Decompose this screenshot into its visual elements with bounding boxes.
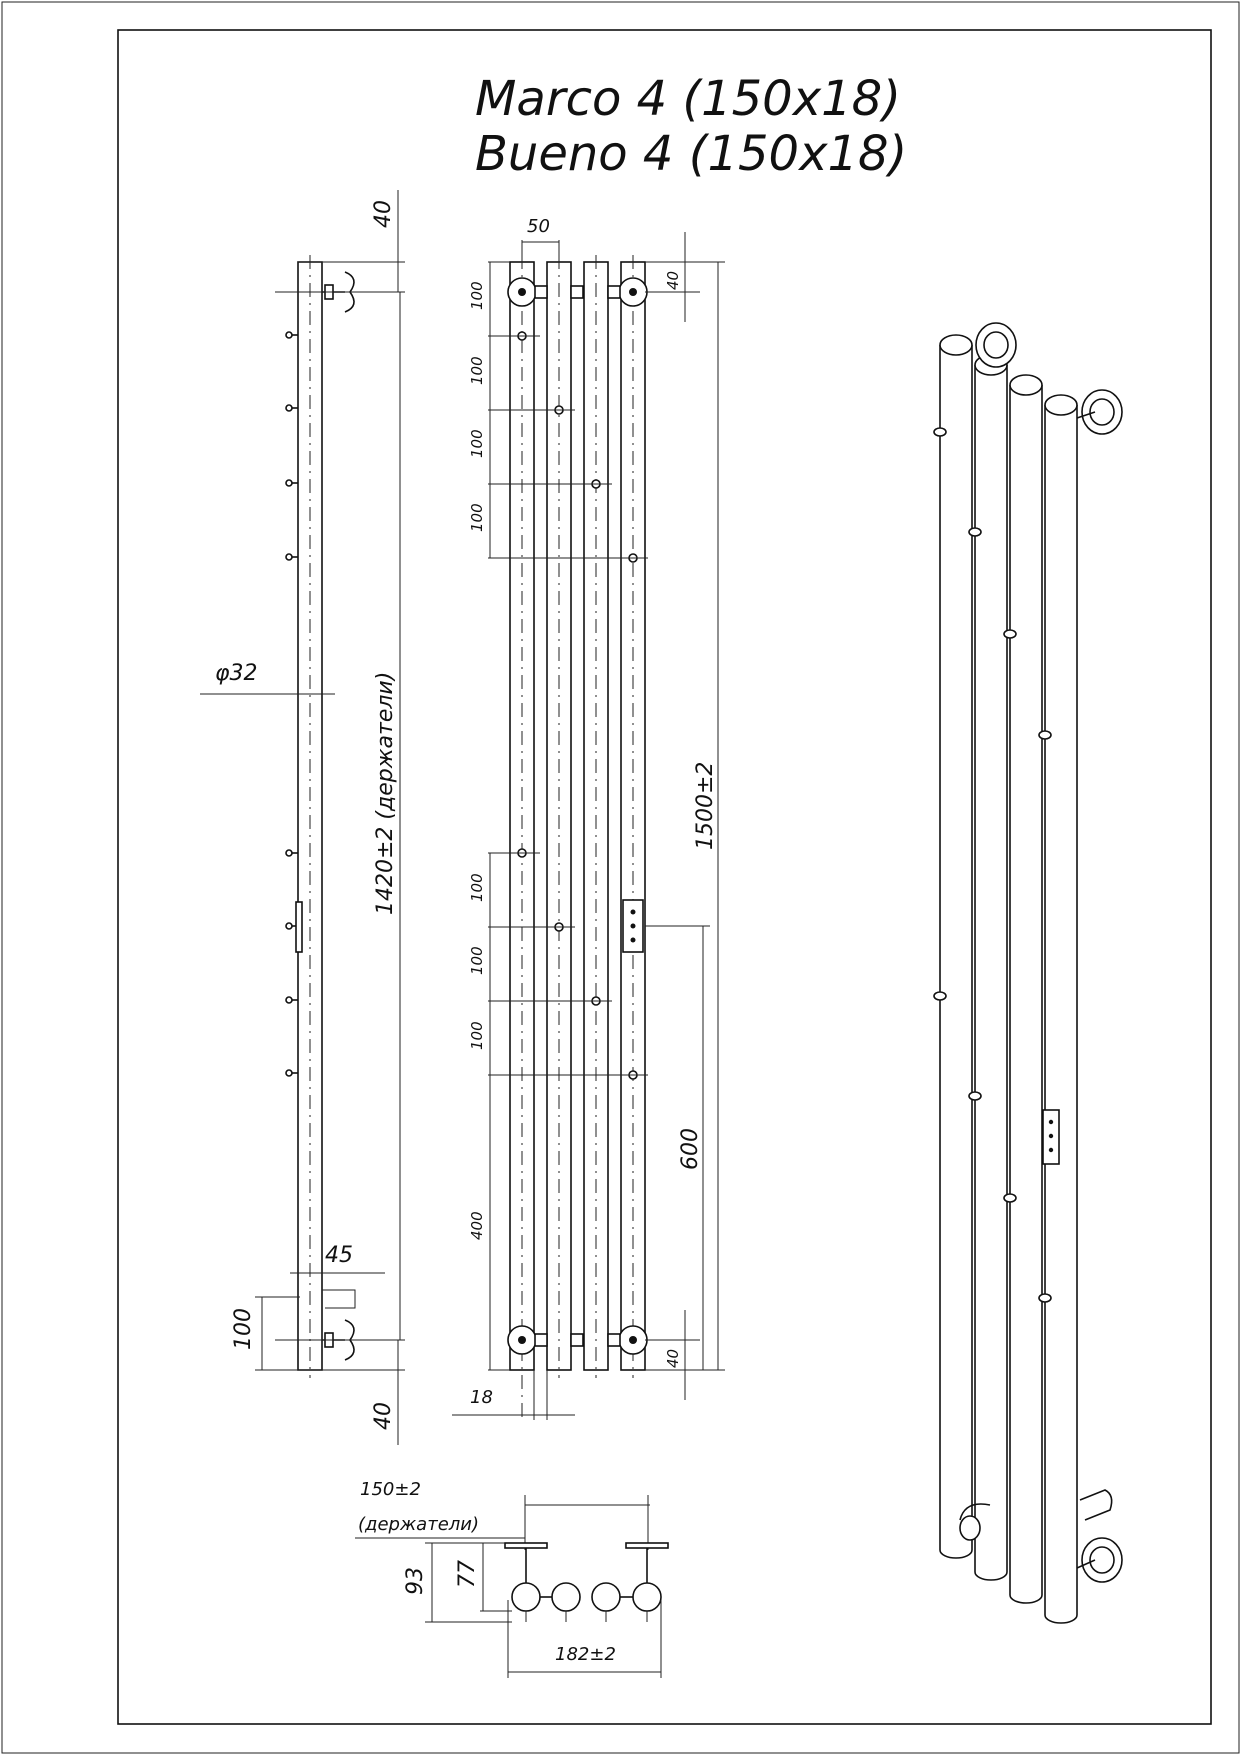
control-panel-icon xyxy=(623,900,643,952)
front-lower-spacing-3: 100 xyxy=(468,1021,486,1050)
front-mounts-bottom xyxy=(508,1326,647,1354)
side-controller xyxy=(296,902,302,952)
iso-control-panel-icon xyxy=(1043,1110,1059,1164)
top-overall-width: 182±2 xyxy=(555,1644,616,1665)
front-control-height: 600 xyxy=(678,1128,703,1170)
front-lower-spacing-2: 100 xyxy=(468,946,486,975)
front-upper-spacing-2: 100 xyxy=(468,356,486,385)
side-top-offset: 40 xyxy=(371,200,396,228)
front-lower-gap: 400 xyxy=(468,1211,486,1240)
front-pitch: 50 xyxy=(527,216,550,237)
top-depth-holder: 77 xyxy=(455,1560,480,1588)
side-diameter: φ32 xyxy=(215,661,258,686)
top-tube-4 xyxy=(633,1583,661,1611)
side-hooks xyxy=(286,332,298,1076)
iso-hooks xyxy=(934,428,1051,1302)
front-upper-spacing-4: 100 xyxy=(468,503,486,532)
front-hooks xyxy=(518,332,637,1079)
front-mounts-top xyxy=(508,278,647,306)
side-holder-span: 1420±2 (держатели) xyxy=(373,671,398,915)
iso-tube-2 xyxy=(975,365,1007,1580)
iso-mount-top-right xyxy=(1077,390,1122,434)
side-view xyxy=(200,190,405,1445)
top-holder-note: (держатели) xyxy=(358,1514,479,1535)
front-view xyxy=(452,216,725,1420)
top-tube-1 xyxy=(512,1583,540,1611)
top-holder-span: 150±2 xyxy=(360,1479,421,1500)
iso-mount-top-left xyxy=(976,323,1016,367)
front-tube-width: 18 xyxy=(470,1387,493,1408)
iso-mount-bottom-right xyxy=(1077,1490,1122,1582)
front-total-height: 1500±2 xyxy=(693,761,718,850)
top-tube-2 xyxy=(552,1583,580,1611)
top-view xyxy=(355,1479,668,1678)
front-upper-spacing-3: 100 xyxy=(468,429,486,458)
side-projection: 45 xyxy=(325,1243,353,1268)
side-lower-holder: 100 xyxy=(231,1308,256,1350)
iso-tube-1 xyxy=(940,345,972,1558)
iso-tube-4 xyxy=(1045,405,1077,1623)
title-line-2: Bueno 4 (150x18) xyxy=(475,126,908,182)
title-line-1: Marco 4 (150x18) xyxy=(475,71,901,127)
side-bottom-offset: 40 xyxy=(371,1402,396,1430)
isometric-view xyxy=(934,323,1122,1623)
front-top-offset: 40 xyxy=(664,270,682,290)
front-lower-spacing-1: 100 xyxy=(468,873,486,902)
top-tube-3 xyxy=(592,1583,620,1611)
front-upper-spacing-1: 100 xyxy=(468,281,486,310)
iso-tube-3 xyxy=(1010,385,1042,1603)
front-bottom-offset: 40 xyxy=(664,1348,682,1368)
top-depth-total: 93 xyxy=(403,1567,428,1595)
